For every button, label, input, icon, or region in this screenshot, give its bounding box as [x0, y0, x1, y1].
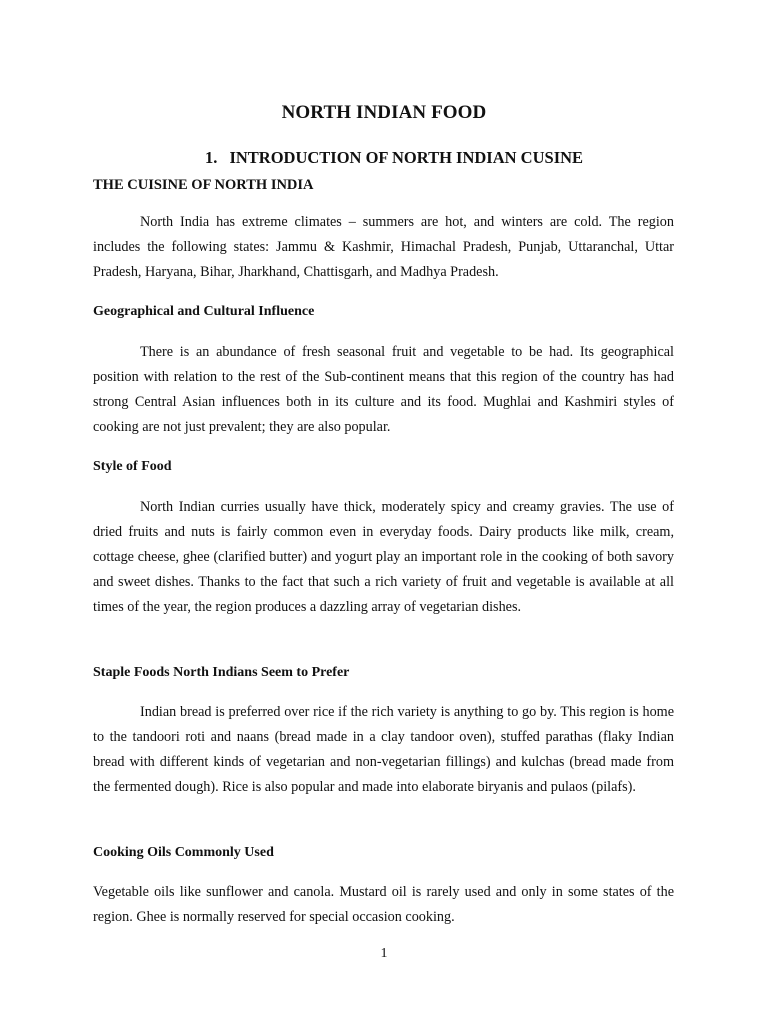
- chapter-number: 1.: [204, 148, 218, 167]
- paragraph-staple-foods: Indian bread is preferred over rice if the rich variety is anything to go by. This region is home to the tandoori roti and naans (bread made in a clay tandoor oven), stuffed parathas (flaky Indian bread with different kinds of vegetarian and non-vegetarian fillings) and kulchas (bread made from the fermented dough). Rice is also popular and made into elaborate biryanis and pulaos (pilafs).: [93, 704, 674, 795]
- paragraph-geographical: There is an abundance of fresh seasonal fruit and vegetable to be had. Its geographical position with relation to the rest of the Sub-continent means that this region of the country has had strong Central Asian influences both in its culture and its food. Mughlai and Kashmiri styles of cooking are not just prevalent; they are also popular.: [93, 344, 674, 435]
- subheading-style-of-food: Style of Food: [93, 459, 172, 474]
- subheading-geographical: Geographical and Cultural Influence: [93, 304, 315, 319]
- paragraph-style-of-food: North Indian curries usually have thick, moderately spicy and creamy gravies. The use of dried fruits and nuts is fairly common even in everyday foods. Dairy products like milk, cream, cottage cheese, ghee (clarified butter) and yogurt play an important role in the cooking of both savory and sweet dishes. Thanks to the fact that such a rich variety of fruit and vegetable is available at all times of the year, the region produces a dazzling array of vegetarian dishes.: [93, 499, 674, 615]
- section-heading: THE CUISINE OF NORTH INDIA: [93, 177, 314, 193]
- page-number: 1: [380, 946, 388, 961]
- subheading-staple-foods: Staple Foods North Indians Seem to Prefer: [93, 665, 350, 680]
- chapter-heading: [0, 148, 768, 168]
- paragraph-cooking-oils: Vegetable oils like sunflower and canola. Mustard oil is rarely used and only in some states of the region. Ghee is normally reserved for special occasion cooking.: [93, 884, 674, 925]
- chapter-title: INTRODUCTION OF NORTH INDIAN CUSINE: [229, 148, 584, 167]
- document-title: NORTH INDIAN FOOD: [281, 102, 487, 123]
- intro-paragraph: North India has extreme climates – summers are hot, and winters are cold. The region includes the following states: Jammu & Kashmir, Himachal Pradesh, Punjab, Uttaranchal, Uttar Pradesh, Haryana, Bihar, Jharkhand, Chattisgarh, and Madhya Pradesh.: [93, 214, 674, 280]
- subheading-cooking-oils: Cooking Oils Commonly Used: [93, 845, 274, 860]
